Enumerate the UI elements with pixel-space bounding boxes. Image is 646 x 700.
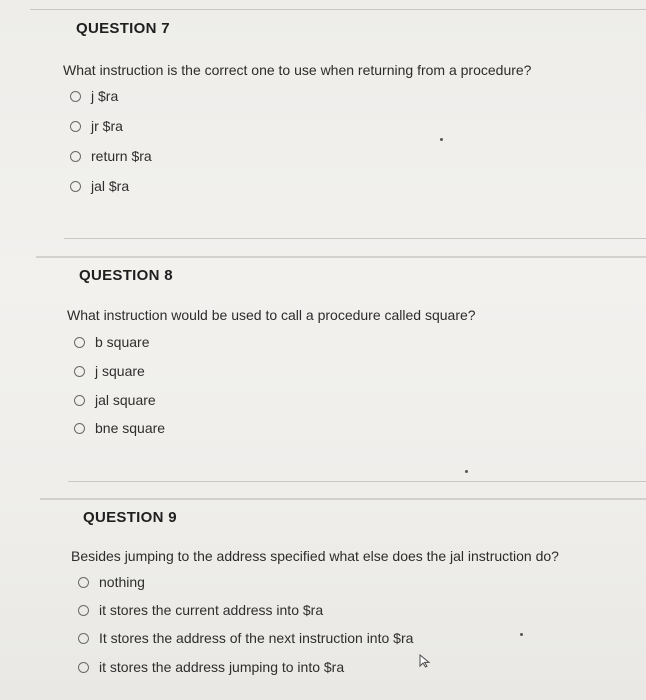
answer-label: it stores the address jumping to into $ra: [99, 659, 345, 675]
answer-option[interactable]: [70, 88, 118, 104]
answer-option[interactable]: [74, 363, 145, 379]
radio-button-icon[interactable]: [78, 633, 89, 644]
screen-speck: [465, 470, 468, 473]
question-text: What instruction is the correct one to use when returning from a procedure?: [63, 62, 532, 78]
screen-speck: [520, 633, 523, 636]
answer-option[interactable]: [70, 148, 152, 164]
answer-label: b square: [95, 334, 150, 350]
radio-button-icon[interactable]: [70, 121, 81, 132]
answer-label: j $ra: [91, 88, 119, 104]
radio-button-icon[interactable]: [74, 423, 85, 434]
answer-option[interactable]: [70, 118, 123, 134]
radio-button-icon[interactable]: [78, 605, 89, 616]
answer-option[interactable]: [78, 574, 145, 590]
divider: [30, 9, 646, 10]
answer-label: nothing: [99, 574, 145, 590]
radio-button-icon[interactable]: [74, 395, 85, 406]
radio-button-icon[interactable]: [78, 662, 89, 673]
radio-button-icon[interactable]: [70, 151, 81, 162]
divider: [64, 238, 646, 239]
screen-speck: [440, 138, 443, 141]
answer-label: It stores the address of the next instruction into $ra: [99, 630, 414, 646]
answer-label: return $ra: [91, 148, 152, 164]
answer-option[interactable]: [78, 659, 344, 675]
divider: [36, 256, 646, 258]
answer-option[interactable]: [78, 630, 413, 646]
divider: [40, 498, 646, 500]
answer-option[interactable]: [70, 178, 129, 194]
answer-label: jal square: [95, 392, 156, 408]
answer-label: bne square: [95, 420, 166, 436]
radio-button-icon[interactable]: [74, 366, 85, 377]
question-title: QUESTION 9: [83, 509, 177, 526]
answer-option[interactable]: [74, 420, 165, 436]
answer-label: it stores the current address into $ra: [99, 602, 324, 618]
answer-option[interactable]: [74, 334, 149, 350]
divider: [68, 481, 646, 482]
question-title: QUESTION 7: [76, 20, 170, 37]
mouse-pointer-icon: [419, 654, 431, 668]
radio-button-icon[interactable]: [70, 91, 81, 102]
question-title: QUESTION 8: [79, 267, 173, 284]
question-text: What instruction would be used to call a procedure called square?: [67, 307, 476, 323]
question-text: Besides jumping to the address specified what else does the jal instruction do?: [71, 548, 559, 564]
radio-button-icon[interactable]: [74, 337, 85, 348]
answer-label: jr $ra: [91, 118, 123, 134]
answer-label: jal $ra: [91, 178, 130, 194]
answer-label: j square: [95, 363, 145, 379]
answer-option[interactable]: [74, 392, 156, 408]
answer-option[interactable]: [78, 602, 323, 618]
radio-button-icon[interactable]: [70, 181, 81, 192]
radio-button-icon[interactable]: [78, 577, 89, 588]
